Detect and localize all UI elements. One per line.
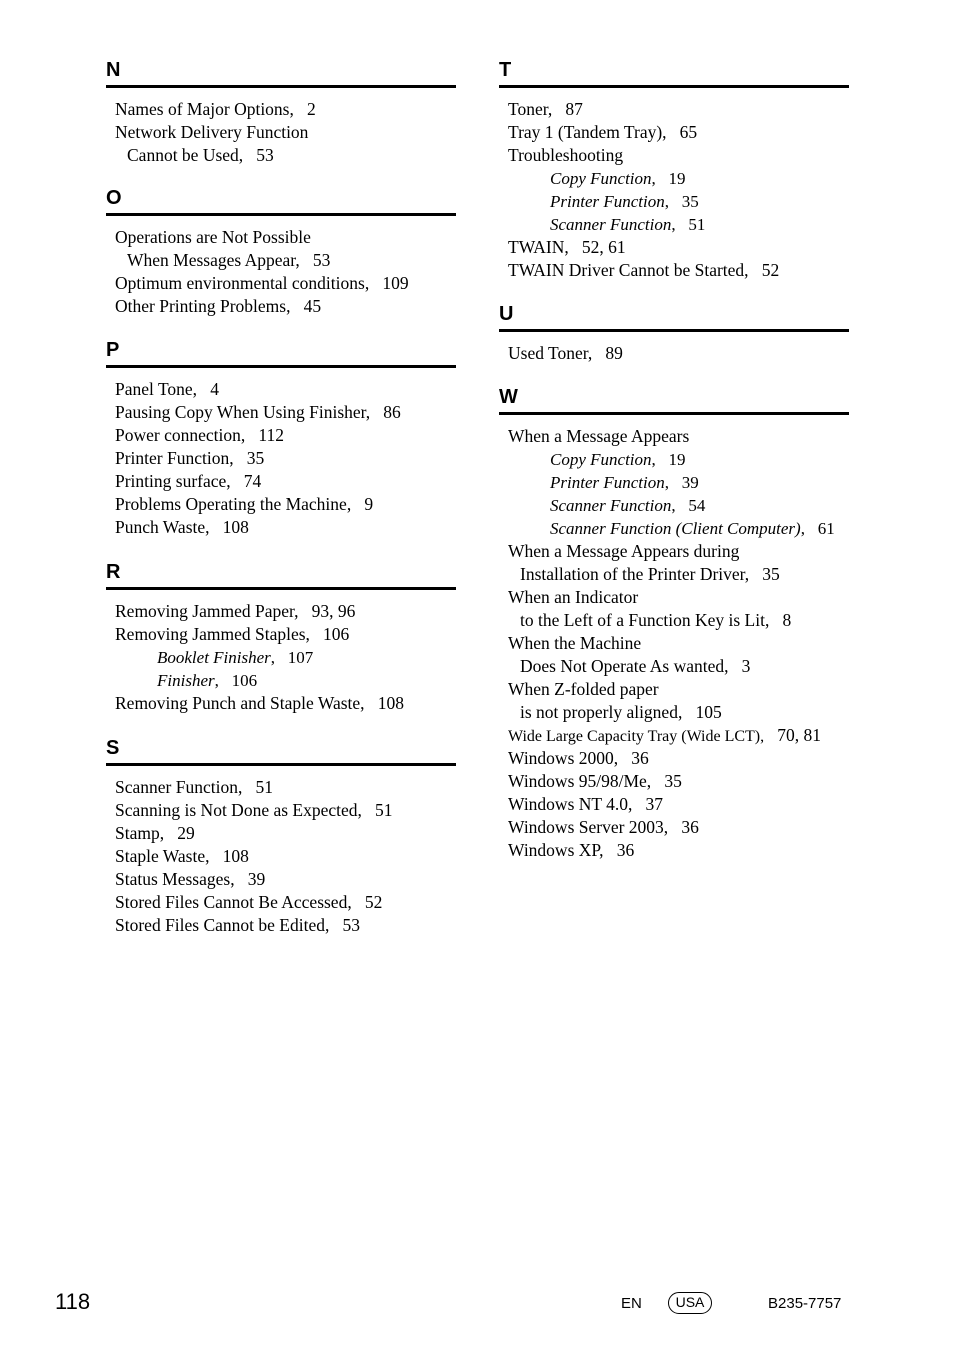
entry-list	[115, 600, 460, 715]
index-entry-pages: 51	[255, 777, 273, 797]
index-entry-pages: 19	[668, 450, 686, 469]
entry-list	[115, 98, 460, 167]
index-entry-text: Status Messages,	[115, 869, 235, 889]
index-entry-pages: 51	[688, 215, 706, 234]
index-entry-text: Cannot be Used,	[127, 145, 244, 165]
index-entry-pages: 52	[761, 260, 780, 280]
index-entry-text: Stored Files Cannot Be Accessed,	[115, 892, 352, 912]
section-divider	[106, 213, 456, 216]
section-letter: N	[106, 59, 121, 81]
index-entry	[508, 425, 853, 448]
index-entry	[115, 378, 460, 401]
index-entry-text: Does Not Operate As wanted,	[520, 656, 729, 676]
index-entry	[508, 586, 853, 609]
index-entry	[508, 701, 853, 724]
index-entry-text: When an Indicator	[508, 587, 639, 607]
index-entry	[115, 424, 460, 447]
index-entry	[115, 891, 460, 914]
index-entry-text: Removing Jammed Paper,	[115, 601, 299, 621]
index-entry-text: Scanning is Not Done as Expected,	[115, 800, 362, 820]
index-entry-pages: 112	[258, 425, 284, 445]
index-entry	[508, 724, 853, 747]
index-entry-text: TWAIN Driver Cannot be Started,	[508, 260, 749, 280]
index-entry	[508, 678, 853, 701]
index-entry-text: is not properly aligned,	[520, 702, 683, 722]
index-entry-text: Troubleshooting	[508, 145, 624, 165]
index-entry-pages: 36	[681, 817, 699, 837]
index-entry-text: Operations are Not Possible	[115, 227, 311, 247]
index-entry-text: Toner,	[508, 99, 553, 119]
index-entry-text: Printer Function	[550, 473, 665, 492]
index-entry-text: Printer Function	[550, 192, 665, 211]
index-entry	[508, 236, 853, 259]
entry-list	[115, 378, 460, 539]
index-entry	[508, 121, 853, 144]
section-divider	[106, 85, 456, 88]
index-entry: Copy Function, 19	[550, 169, 686, 188]
entry-list	[115, 226, 460, 318]
index-entry	[508, 770, 853, 793]
index-entry-text: Windows XP,	[508, 840, 604, 860]
document-code: B235-7757	[768, 1295, 842, 1312]
index-entry-pages: 107	[287, 648, 314, 667]
index-entry-text: Names of Major Options,	[115, 99, 294, 119]
section-letter: R	[106, 561, 121, 583]
index-entry	[115, 692, 460, 715]
index-entry-text: Optimum environmental conditions,	[115, 273, 370, 293]
index-entry: Scanner Function, 51	[550, 215, 706, 234]
index-entry-pages: 37	[645, 794, 664, 814]
index-entry	[508, 793, 853, 816]
index-entry-pages: 35	[246, 448, 265, 468]
index-entry: Finisher, 106	[157, 671, 258, 690]
index-entry	[115, 226, 460, 249]
index-entry-pages: 106	[231, 671, 258, 690]
index-entry-text: When Messages Appear,	[127, 250, 300, 270]
index-entry-pages: 61	[817, 519, 835, 538]
index-entry-text: Windows 2000,	[508, 748, 619, 768]
index-entry-pages: 70, 81	[777, 725, 821, 745]
index-entry	[115, 516, 460, 539]
index-entry-pages: 36	[631, 748, 649, 768]
index-entry-pages: 35	[681, 192, 699, 211]
index-entry-pages: 108	[222, 517, 249, 537]
index-entry-pages: 9	[364, 494, 374, 514]
index-entry-pages: 19	[668, 169, 686, 188]
index-entry	[115, 98, 460, 121]
index-entry-text: Power connection,	[115, 425, 246, 445]
section-divider	[106, 763, 456, 766]
index-entry	[508, 342, 853, 365]
index-entry	[115, 447, 460, 470]
index-entry-pages: 54	[688, 496, 706, 515]
index-entry-text: Used Toner,	[508, 343, 593, 363]
index-entry	[508, 816, 853, 839]
page-number: 118	[55, 1289, 91, 1314]
index-entry-text: Scanner Function	[550, 496, 672, 515]
index-entry-text: Printing surface,	[115, 471, 231, 491]
index-entry-text: Tray 1 (Tandem Tray),	[508, 122, 667, 142]
index-entry	[115, 868, 460, 891]
section-letter: S	[106, 737, 120, 759]
index-entry-pages: 86	[383, 402, 401, 422]
index-entry	[508, 655, 853, 678]
entry-list	[508, 425, 853, 862]
index-entry	[508, 563, 853, 586]
index-entry	[508, 540, 853, 563]
index-entry	[508, 747, 853, 770]
index-entry	[115, 623, 460, 646]
index-entry-text: Scanner Function	[550, 215, 672, 234]
index-entry	[115, 272, 460, 295]
index-entry	[115, 249, 460, 272]
index-entry	[508, 259, 853, 282]
index-entry	[115, 845, 460, 868]
index-entry-text: Problems Operating the Machine,	[115, 494, 352, 514]
section-letter: O	[106, 187, 122, 209]
entry-list	[508, 342, 853, 365]
index-entry-pages: 108	[222, 846, 249, 866]
index-entry-pages: 52	[364, 892, 383, 912]
index-entry-text: Network Delivery Function	[115, 122, 309, 142]
index-entry-pages: 93, 96	[311, 601, 356, 621]
index-entry-text: When the Machine	[508, 633, 642, 653]
index-entry	[115, 493, 460, 516]
index-entry-text: Windows 95/98/Me,	[508, 771, 652, 791]
index-entry: Copy Function, 19	[550, 450, 686, 469]
section-letter: W	[499, 386, 518, 408]
index-entry-pages: 39	[247, 869, 266, 889]
index-entry-text: Printer Function,	[115, 448, 234, 468]
index-entry-pages: 106	[323, 624, 350, 644]
index-entry-text: Wide Large Capacity Tray (Wide LCT),	[508, 728, 765, 745]
index-entry-text: Pausing Copy When Using Finisher,	[115, 402, 371, 422]
index-entry-pages: 105	[695, 702, 722, 722]
index-entry-pages: 8	[782, 610, 792, 630]
index-entry-text: Finisher	[157, 671, 215, 690]
index-entry: Scanner Function (Client Computer), 61	[550, 519, 835, 538]
index-entry-pages: 35	[664, 771, 682, 791]
index-entry: Printer Function, 39	[550, 473, 699, 492]
index-entry-text: Copy Function	[550, 169, 652, 188]
index-entry-pages: 51	[375, 800, 393, 820]
index-entry-text: Booklet Finisher	[157, 648, 271, 667]
index-entry	[115, 121, 460, 144]
index-entry-text: Scanner Function (Client Computer)	[550, 519, 801, 538]
index-entry	[115, 600, 460, 623]
index-entry-text: TWAIN,	[508, 237, 569, 257]
index-entry-pages: 53	[342, 915, 360, 935]
index-entry-pages: 4	[210, 379, 219, 399]
section-divider	[106, 365, 456, 368]
index-entry	[508, 632, 853, 655]
index-entry-pages: 87	[565, 99, 583, 119]
index-entry-text: Removing Jammed Staples,	[115, 624, 310, 644]
index-entry-pages: 109	[382, 273, 409, 293]
index-entry	[115, 401, 460, 424]
index-entry: Booklet Finisher, 107	[157, 648, 314, 667]
index-entry	[115, 144, 460, 167]
index-entry	[508, 144, 853, 167]
language-code: EN	[621, 1295, 642, 1312]
section-divider	[499, 329, 849, 332]
entry-list	[115, 776, 460, 937]
index-entry-pages: 53	[312, 250, 331, 270]
index-entry-text: Scanner Function,	[115, 777, 243, 797]
index-entry	[115, 470, 460, 493]
index-entry-pages: 74	[243, 471, 262, 491]
index-entry	[115, 822, 460, 845]
region-badge: USA	[668, 1292, 712, 1314]
index-entry	[508, 839, 853, 862]
index-entry-text: When a Message Appears during	[508, 541, 740, 561]
index-entry-pages: 35	[762, 564, 780, 584]
index-entry: Scanner Function, 54	[550, 496, 706, 515]
index-entry	[115, 295, 460, 318]
section-letter: U	[499, 303, 514, 325]
index-entry-text: When Z-folded paper	[508, 679, 659, 699]
index-entry-text: Panel Tone,	[115, 379, 198, 399]
index-entry-pages: 53	[256, 145, 274, 165]
index-entry-pages: 39	[681, 473, 699, 492]
index-entry-text: Windows Server 2003,	[508, 817, 669, 837]
index-entry-pages: 108	[377, 693, 404, 713]
index-entry	[115, 914, 460, 937]
index-entry-text: Other Printing Problems,	[115, 296, 291, 316]
index-entry-text: Punch Waste,	[115, 517, 210, 537]
index-entry-text: Windows NT 4.0,	[508, 794, 633, 814]
index-entry-text: When a Message Appears	[508, 426, 690, 446]
index-entry-pages: 89	[605, 343, 623, 363]
index-entry	[115, 799, 460, 822]
index-entry-text: to the Left of a Function Key is Lit,	[520, 610, 770, 630]
index-entry-text: Staple Waste,	[115, 846, 210, 866]
index-entry-text: Copy Function	[550, 450, 652, 469]
index-entry-pages: 36	[616, 840, 635, 860]
section-letter: T	[499, 59, 512, 81]
index-entry	[508, 609, 853, 632]
index-entry: Printer Function, 35	[550, 192, 699, 211]
section-divider	[499, 85, 849, 88]
entry-list	[508, 98, 853, 282]
section-letter: P	[106, 339, 120, 361]
section-divider	[499, 412, 849, 415]
index-entry-pages: 52, 61	[581, 237, 626, 257]
index-entry-pages: 29	[177, 823, 195, 843]
index-entry-pages: 2	[307, 99, 316, 119]
index-entry-pages: 65	[679, 122, 698, 142]
index-entry-text: Installation of the Printer Driver,	[520, 564, 750, 584]
index-entry-text: Stored Files Cannot be Edited,	[115, 915, 330, 935]
index-entry-pages: 45	[303, 296, 322, 316]
index-entry-pages: 3	[741, 656, 751, 676]
index-entry	[115, 776, 460, 799]
index-entry-text: Stamp,	[115, 823, 165, 843]
section-divider	[106, 587, 456, 590]
index-entry	[508, 98, 853, 121]
index-entry-text: Removing Punch and Staple Waste,	[115, 693, 365, 713]
